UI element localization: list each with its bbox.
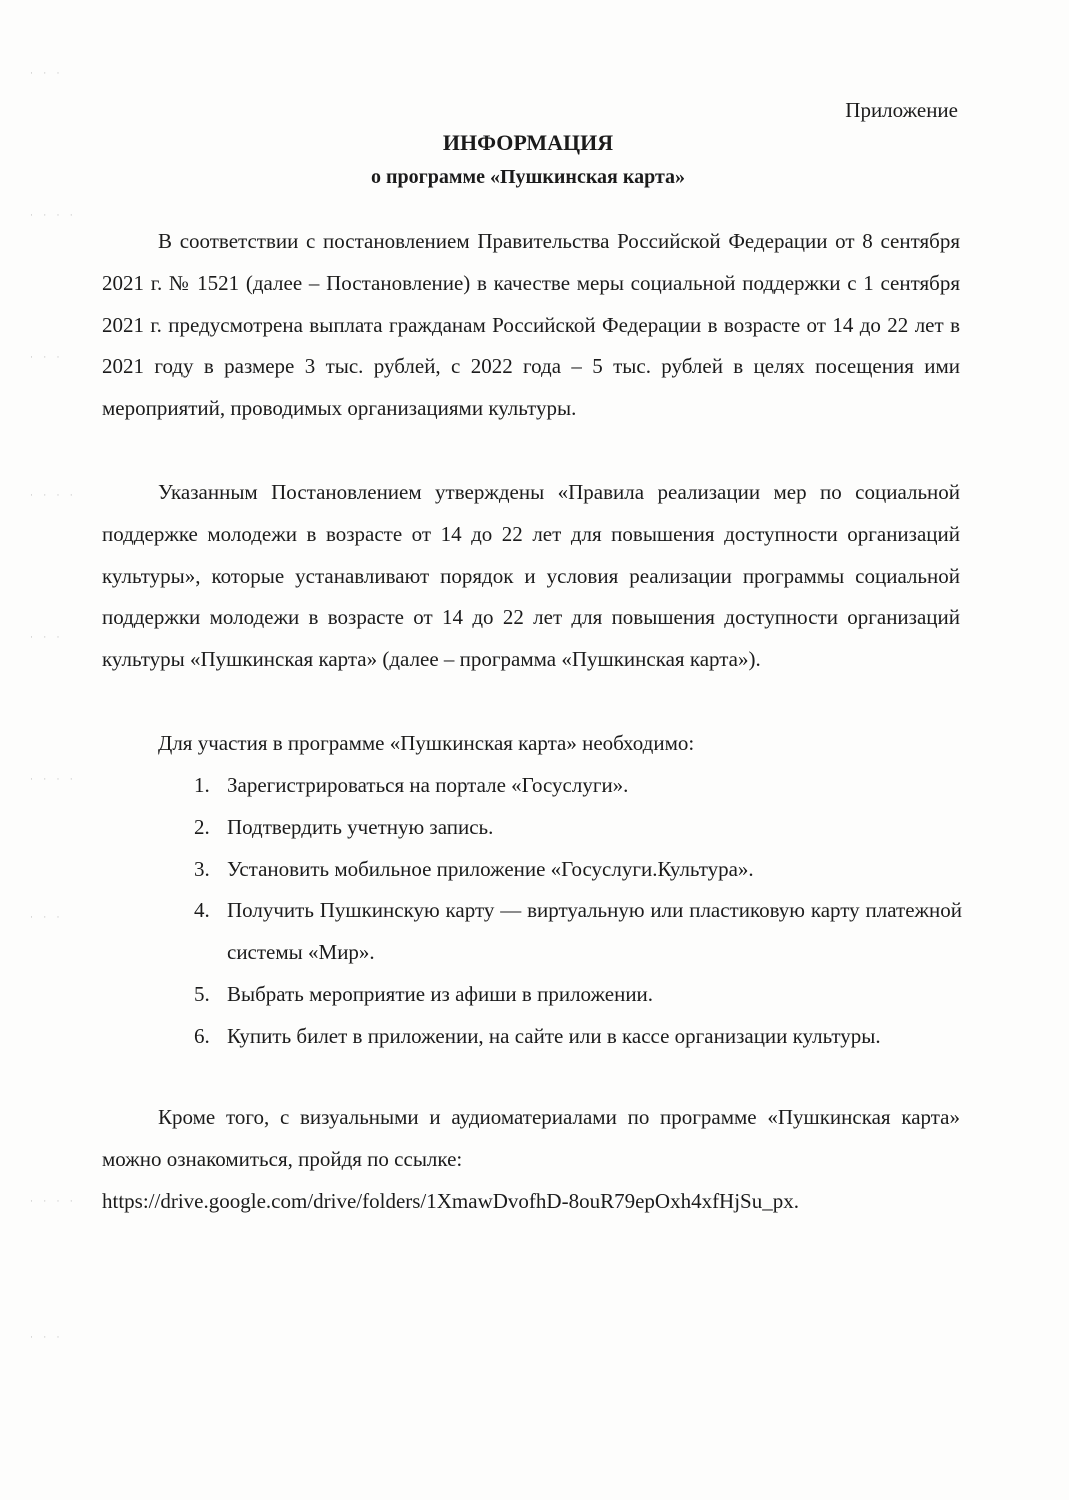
list-item-text: Выбрать мероприятие из афиши в приложении. (227, 981, 654, 1006)
paragraph-materials: Кроме того, с визуальными и аудиоматериалами по программе «Пушкинская карта» можно ознакомиться, пройдя по ссылке: (102, 1105, 960, 1171)
list-item (190, 849, 962, 891)
list-item-text: Подтвердить учетную запись. (227, 814, 494, 839)
paragraph-rules: Указанным Постановлением утверждены «Правила реализации мер по социальной поддержке молодежи в возрасте от 14 до 22 лет для повышения доступности организаций культуры», которые устанавливают порядок и условия реализации программы социальной поддержки молодежи в возрасте от 14 до 22 лет для повышения доступности организаций культуры «Пушкинская карта» (далее – программа «Пушкинская карта»). (102, 480, 960, 672)
list-item-text: Установить мобильное приложение «Госуслуги.Культура». (227, 856, 754, 881)
scan-margin-mark: · · · (30, 912, 64, 922)
materials-link[interactable]: https://drive.google.com/drive/folders/1XmawDvofhD-8ouR79epOxh4xfHjSu_px. (102, 1189, 799, 1213)
list-item (190, 765, 962, 807)
list-item (190, 807, 962, 849)
list-item-number: 5. (194, 981, 210, 1006)
steps-list (190, 765, 962, 1058)
scan-margin-mark: · · · · (30, 490, 77, 500)
scan-margin-mark: · · · (30, 352, 64, 362)
scan-margin-mark: · · · · (30, 1196, 77, 1206)
list-item (190, 890, 962, 974)
scan-margin-mark: · · · (30, 68, 64, 78)
list-item (190, 1016, 962, 1058)
scan-margin-mark: · · · (30, 632, 64, 642)
document-title: ИНФОРМАЦИЯ (442, 130, 614, 155)
appendix-label: Приложение (845, 98, 958, 122)
scan-margin-mark: · · · (30, 1332, 64, 1342)
paragraph-decree: В соответствии с постановлением Правительства Российской Федерации от 8 сентября 2021 г. № 1521 (далее – Постановление) в качестве меры социальной поддержки с 1 сентября 2021 г. предусмотрена выплата гражданам Российской Федерации в возрасте от 14 до 22 лет в 2021 году в размере 3 тыс. рублей, с 2022 года – 5 тыс. рублей в целях посещения ими мероприятий, проводимых организациями культуры. (102, 229, 960, 421)
list-item-number: 6. (194, 1023, 210, 1048)
document-subtitle: о программе «Пушкинская карта» (370, 166, 686, 188)
scan-margin-mark: · · · · (30, 210, 77, 220)
scan-margin-mark: · · · · (30, 774, 77, 784)
list-item-number: 1. (194, 773, 210, 797)
list-item-number: 4. (194, 898, 210, 923)
list-item-text: Получить Пушкинскую карту — виртуальную или пластиковую карту платежной системы «Мир». (227, 898, 962, 965)
list-item-text: Купить билет в приложении, на сайте или в кассе организации культуры. (227, 1023, 881, 1048)
paragraph-participation: Для участия в программе «Пушкинская карта» необходимо: (158, 731, 695, 755)
list-item-number: 2. (194, 814, 210, 839)
list-item-number: 3. (194, 856, 210, 881)
list-item (190, 974, 962, 1016)
list-item-text: Зарегистрироваться на портале «Госуслуги». (227, 773, 629, 797)
